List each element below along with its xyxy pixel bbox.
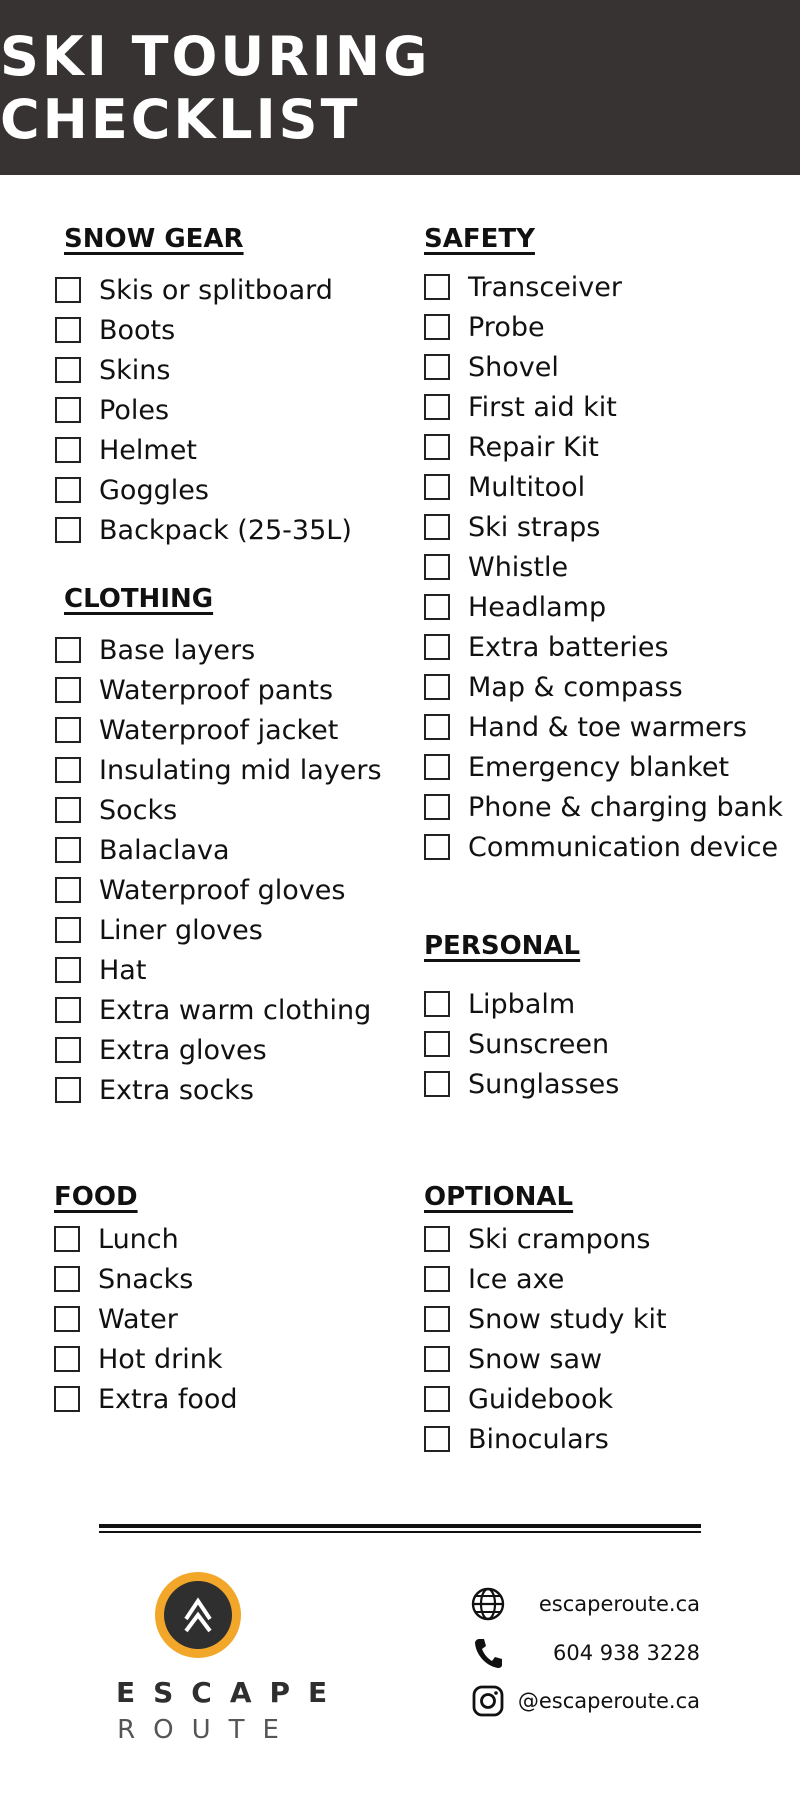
checkbox[interactable] (424, 394, 450, 420)
checklist-item-label: Extra batteries (468, 631, 669, 663)
phone-number[interactable]: 604 938 3228 (553, 1641, 700, 1665)
checkbox[interactable] (424, 1306, 450, 1332)
contact-phone[interactable] (470, 1633, 700, 1673)
checklist-item-label: Waterproof gloves (99, 874, 346, 906)
snow-gear-item[interactable] (55, 430, 394, 470)
checkbox[interactable] (55, 917, 81, 943)
checklist-item-label: Guidebook (468, 1383, 614, 1415)
instagram-handle[interactable]: @escaperoute.ca (517, 1689, 700, 1713)
food-item[interactable] (54, 1259, 384, 1299)
checkbox[interactable] (55, 1077, 81, 1103)
section-title-safety: SAFETY (424, 224, 535, 254)
safety-item[interactable] (424, 747, 794, 787)
checklist-item-label: Multitool (468, 471, 586, 503)
checkbox[interactable] (55, 317, 81, 343)
checklist-item-label: Sunglasses (468, 1068, 620, 1100)
checklist-item-label: Base layers (99, 634, 256, 666)
checkbox[interactable] (54, 1226, 80, 1252)
header-banner (0, 0, 800, 175)
checklist-item-label: Emergency blanket (468, 751, 730, 783)
section-title-personal: PERSONAL (424, 931, 581, 961)
checkbox[interactable] (424, 1426, 450, 1452)
checklist-item-label: Extra warm clothing (99, 994, 372, 1026)
checkbox[interactable] (424, 1386, 450, 1412)
section-title-clothing: CLOTHING (64, 584, 214, 614)
checkbox[interactable] (55, 957, 81, 983)
checklist-item-label: Headlamp (468, 591, 607, 623)
checklist-item-label: Backpack (25-35L) (99, 514, 352, 546)
instagram-icon (470, 1683, 506, 1719)
checkbox[interactable] (55, 637, 81, 663)
checklist-item-label: Extra socks (99, 1074, 254, 1106)
safety-item[interactable] (424, 627, 794, 667)
section-title-food: FOOD (54, 1182, 138, 1212)
checklist-item-label: Socks (99, 794, 178, 826)
checklist-item-label: Hat (99, 954, 147, 986)
clothing-item[interactable] (55, 870, 394, 910)
checklist-item-label: Map & compass (468, 671, 683, 703)
checkbox[interactable] (54, 1266, 80, 1292)
personal-item[interactable] (424, 984, 794, 1024)
safety-item[interactable] (424, 707, 794, 747)
safety-item[interactable] (424, 827, 794, 867)
clothing-item[interactable] (55, 670, 394, 710)
checkbox[interactable] (424, 991, 450, 1017)
optional-item[interactable] (424, 1419, 794, 1459)
brand-name-line1: ESCAPE (116, 1676, 346, 1709)
checklist-item-label: Binoculars (468, 1423, 609, 1455)
section-safety (424, 219, 794, 867)
checklist-item-label: Lipbalm (468, 988, 576, 1020)
section-optional (424, 1177, 794, 1459)
checklist-item-label: Ski crampons (468, 1223, 651, 1255)
optional-item[interactable] (424, 1379, 794, 1419)
clothing-item[interactable] (55, 1030, 394, 1070)
checkbox[interactable] (54, 1386, 80, 1412)
checklist-item-label: Probe (468, 311, 545, 343)
checkbox[interactable] (55, 1037, 81, 1063)
brand-name-line2: ROUTE (117, 1715, 297, 1745)
snow-gear-item[interactable] (55, 270, 394, 310)
snow-gear-item[interactable] (55, 470, 394, 510)
snow-gear-item[interactable] (55, 350, 394, 390)
section-snow-gear (64, 219, 394, 550)
clothing-item[interactable] (55, 750, 394, 790)
optional-item[interactable] (424, 1339, 794, 1379)
contact-instagram[interactable] (470, 1681, 700, 1721)
checklist-item-label: Hot drink (98, 1343, 223, 1375)
checkbox[interactable] (424, 1031, 450, 1057)
optional-item[interactable] (424, 1299, 794, 1339)
checklist-item-label: Extra food (98, 1383, 238, 1415)
safety-item[interactable] (424, 587, 794, 627)
checkbox[interactable] (55, 477, 81, 503)
section-title-optional: OPTIONAL (424, 1182, 574, 1212)
logo-chevron-icon (164, 1581, 232, 1649)
clothing-item[interactable] (55, 990, 394, 1030)
checklist-item-label: Lunch (98, 1223, 179, 1255)
checkbox[interactable] (424, 474, 450, 500)
safety-item[interactable] (424, 307, 794, 347)
checkbox[interactable] (424, 1346, 450, 1372)
clothing-item[interactable] (55, 830, 394, 870)
safety-item[interactable] (424, 267, 794, 307)
checklist-item-label: Repair Kit (468, 431, 599, 463)
section-clothing (64, 579, 394, 1110)
safety-item[interactable] (424, 467, 794, 507)
escape-route-logo (98, 1563, 346, 1753)
checkbox[interactable] (424, 1071, 450, 1097)
checklist-item-label: Phone & charging bank (468, 791, 783, 823)
phone-icon (470, 1635, 506, 1671)
snow-gear-item[interactable] (55, 310, 394, 350)
optional-item[interactable] (424, 1219, 794, 1259)
checklist-item-label: Sunscreen (468, 1028, 610, 1060)
checkbox[interactable] (424, 834, 450, 860)
personal-item[interactable] (424, 1064, 794, 1104)
section-personal (424, 926, 794, 1104)
checkbox[interactable] (424, 794, 450, 820)
checklist-item-label: Whistle (468, 551, 569, 583)
checkbox[interactable] (55, 877, 81, 903)
checklist-item-label: Poles (99, 394, 170, 426)
checkbox[interactable] (55, 277, 81, 303)
checklist-item-label: Extra gloves (99, 1034, 267, 1066)
checklist-item-label: Snacks (98, 1263, 194, 1295)
checklist-item-label: Water (98, 1303, 178, 1335)
checklist-item-label: Helmet (99, 434, 197, 466)
checkbox[interactable] (424, 594, 450, 620)
checkbox[interactable] (424, 514, 450, 540)
clothing-item[interactable] (55, 710, 394, 750)
logo-badge (155, 1572, 241, 1658)
footer-divider-top (99, 1524, 701, 1528)
clothing-item[interactable] (55, 1070, 394, 1110)
checkbox[interactable] (424, 274, 450, 300)
checklist-item-label: Snow study kit (468, 1303, 667, 1335)
checkbox[interactable] (424, 754, 450, 780)
safety-item[interactable] (424, 547, 794, 587)
clothing-item[interactable] (55, 790, 394, 830)
globe-icon (470, 1586, 506, 1622)
clothing-item[interactable] (55, 630, 394, 670)
checklist-item-label: Ice axe (468, 1263, 565, 1295)
checkbox[interactable] (424, 314, 450, 340)
food-item[interactable] (54, 1299, 384, 1339)
checkbox[interactable] (55, 717, 81, 743)
safety-item[interactable] (424, 347, 794, 387)
checkbox[interactable] (55, 757, 81, 783)
snow-gear-item[interactable] (55, 510, 394, 550)
personal-item[interactable] (424, 1024, 794, 1064)
clothing-item[interactable] (55, 910, 394, 950)
checkbox[interactable] (55, 997, 81, 1023)
section-title-snow-gear: SNOW GEAR (64, 224, 244, 254)
checkbox[interactable] (424, 674, 450, 700)
checklist-item-label: Goggles (99, 474, 209, 506)
checkbox[interactable] (55, 437, 81, 463)
checklist-item-label: Hand & toe warmers (468, 711, 747, 743)
checklist-item-label: Waterproof pants (99, 674, 334, 706)
safety-item[interactable] (424, 387, 794, 427)
checkbox[interactable] (55, 677, 81, 703)
checkbox[interactable] (424, 634, 450, 660)
checklist-item-label: Insulating mid layers (99, 754, 382, 786)
checkbox[interactable] (424, 434, 450, 460)
checklist-item-label: Ski straps (468, 511, 601, 543)
page-title: SKI TOURING CHECKLIST (0, 24, 431, 151)
safety-item[interactable] (424, 787, 794, 827)
footer-divider-bottom (99, 1531, 701, 1533)
checklist-item-label: Balaclava (99, 834, 230, 866)
snow-gear-item[interactable] (55, 390, 394, 430)
food-item[interactable] (54, 1219, 384, 1259)
safety-item[interactable] (424, 507, 794, 547)
checklist-item-label: Liner gloves (99, 914, 263, 946)
checkbox[interactable] (424, 1226, 450, 1252)
food-item[interactable] (54, 1339, 384, 1379)
checkbox[interactable] (55, 357, 81, 383)
safety-item[interactable] (424, 427, 794, 467)
checkbox[interactable] (424, 554, 450, 580)
checkbox[interactable] (54, 1346, 80, 1372)
checkbox[interactable] (55, 837, 81, 863)
checklist-item-label: Communication device (468, 831, 779, 863)
food-item[interactable] (54, 1379, 384, 1419)
contact-website[interactable] (470, 1584, 700, 1624)
checklist-item-label: Transceiver (468, 271, 622, 303)
checkbox[interactable] (54, 1306, 80, 1332)
clothing-item[interactable] (55, 950, 394, 990)
checklist-item-label: Boots (99, 314, 176, 346)
website-link[interactable]: escaperoute.ca (538, 1592, 700, 1616)
checkbox[interactable] (55, 797, 81, 823)
optional-item[interactable] (424, 1259, 794, 1299)
safety-item[interactable] (424, 667, 794, 707)
checklist-item-label: Skis or splitboard (99, 274, 333, 306)
checkbox[interactable] (424, 354, 450, 380)
checkbox[interactable] (55, 397, 81, 423)
checklist-item-label: Waterproof jacket (99, 714, 339, 746)
checkbox[interactable] (424, 714, 450, 740)
checkbox[interactable] (424, 1266, 450, 1292)
checklist-item-label: Shovel (468, 351, 559, 383)
section-food (54, 1177, 384, 1419)
checklist-item-label: Snow saw (468, 1343, 603, 1375)
checklist-item-label: First aid kit (468, 391, 617, 423)
checklist-item-label: Skins (99, 354, 171, 386)
checkbox[interactable] (55, 517, 81, 543)
